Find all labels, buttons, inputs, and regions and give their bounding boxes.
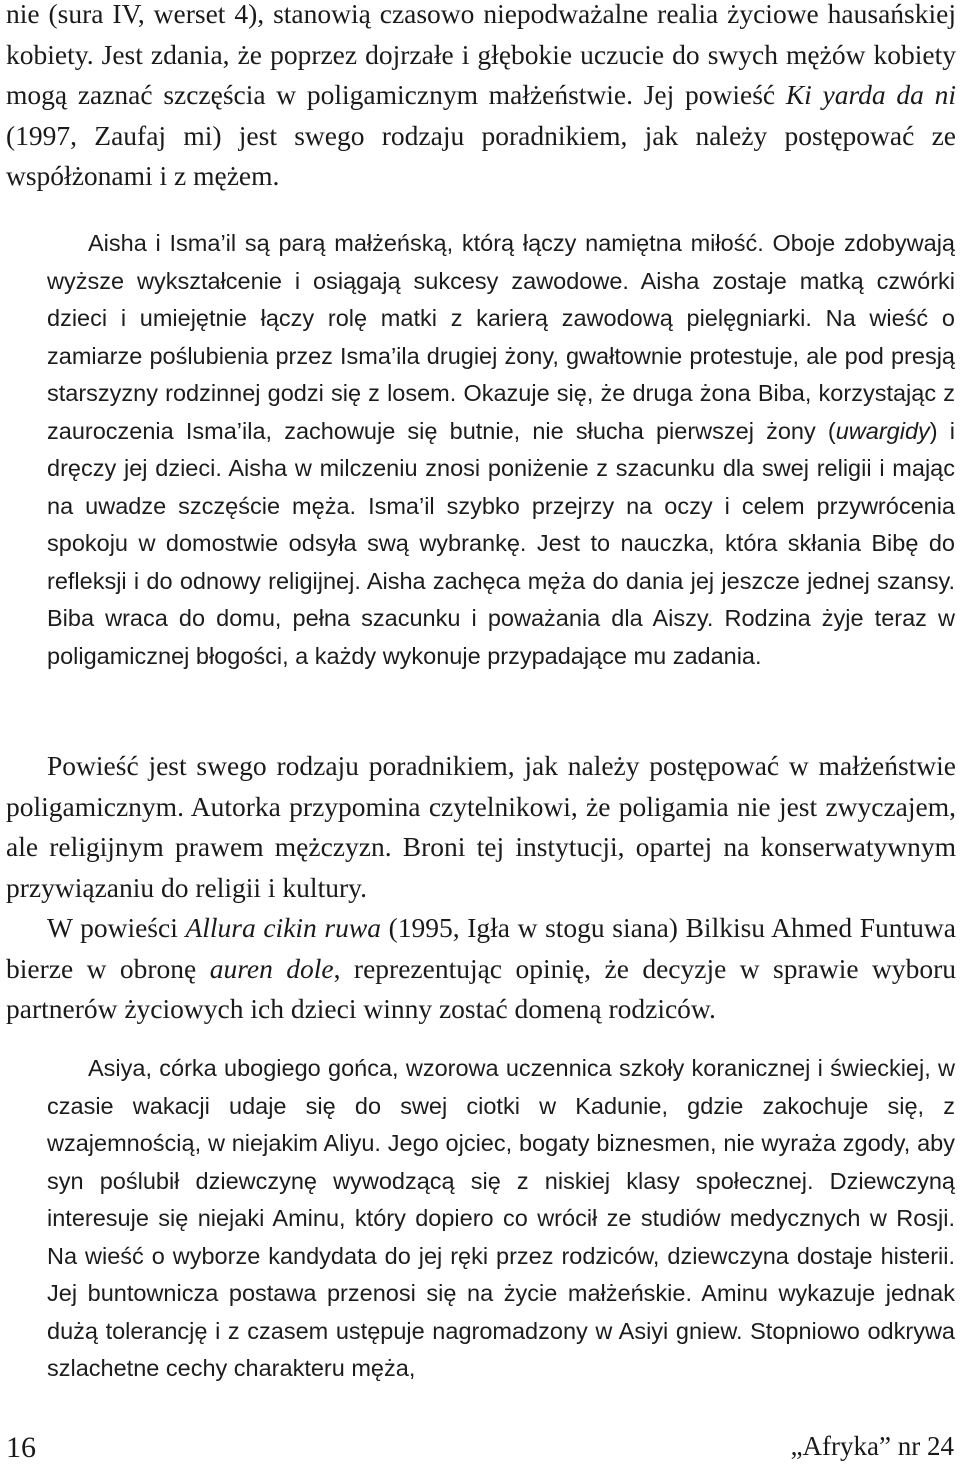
term-auren-dole: auren dole [209,952,334,984]
term-uwargidy: uwargidy [835,417,930,444]
body-p2-text-3: , reprezentując opinię, że decyzje w sprawie wyboru partnerów życiowych ich dzieci winny zostać domeną rodziców. [6,952,957,1024]
intro-paragraph [6,0,956,197]
body-p2-text-2: (1995, Igła w stogu siana) Bilkisu Ahmed Funtuwa bierze w obronę [6,912,956,984]
body-text [6,746,956,1030]
book-title-allura-cikin-ruwa: Allura cikin ruwa [185,912,381,943]
intro-text-2: (1997, Zaufaj mi) jest swego rodzaju poradnikiem, jak należy postępować ze współżonami i z mężem. [6,119,956,191]
journal-footer: „Afryka” nr 24 [790,1431,954,1461]
summary1-text-2: ) i dręczy jej dzieci. Aisha w milczeniu znosi poniżenie z szacunku dla swej religii i mając na uwadze szczęście męża. Isma’il szybko przejrzy na oczy i celem przywrócenia spokoju w domostwie odsyła swą wybrankę. Jest to nauczka, która skłania Bibę do refleksji i do odnowy religijnej. Aisha zachęca męża do dania jej jeszcze jednej szansy. Biba wraca do domu, pełna szacunku i poważania dla Aiszy. Rodzina żyje teraz w poligamicznej błogości, a każdy wykonuje przypadające mu zadania. [47,417,955,669]
page-number: 16 [6,1431,36,1464]
body-p2-text-1: W powieści [47,912,186,943]
plot-summary-2: Asiya, córka ubogiego gońca, wzorowa uczennica szkoły koranicznej i świeckiej, w czasie wakacji udaje się do swej ciotki w Kadunie, gdzie zakochuje się, z wzajemnością, w niejakim Aliyu. Jego ojciec, bogaty biznesmen, nie wyraża zgody, aby syn poślubił dziewczynę wywodzącą się z niskiej klasy społecznej. Dziewczyną interesuje się niejaki Aminu, który dopiero co wrócił ze studiów medycznych w Rosji. Na wieść o wyborze kandydata do jej ręki przez rodziców, dziewczyna dostaje histerii. Jej buntownicza postawa przenosi się na życie małżeńskie. Aminu wykazuje jednak dużą tolerancję i z czasem ustępuje nagromadzony w Asiyi gniew. Stopniowo odkrywa szlachetne cechy charakteru męża, [47,1055,955,1381]
intro-text-1: nie (sura IV, werset 4), stanowią czasowo niepodważalne realia życiowe hausańskiej kobiety. Jest zdania, że poprzez dojrzałe i głębokie uczucie do swych mężów kobiety mogą zaznać szczęścia w poligamicznym małżeństwie. Jej powieść [6,0,956,110]
book-title-ki-yarda-da-ni: Ki yarda da ni [785,79,956,110]
body-paragraph-2 [6,908,956,1030]
summary1-text-1: Aisha i Isma’il są parą małżeńską, którą łączy namiętna miłość. Oboje zdobywają wyższe wykształcenie i osiągają sukcesy zawodowe. Aisha zostaje matką czwórki dzieci i umiejętnie łączy rolę matki z karierą zawodową pielęgniarki. Na wieść o zamiarze poślubienia przez Isma’ila drugiej żony, gwałtownie protestuje, ale pod presją starszyzny rodzinnej godzi się z losem. Okazuje się, że druga żona Biba, korzystając z zauroczenia Isma’ila, zachowuje się butnie, nie słucha pierwszej żony ( [47,230,955,444]
body-paragraph-1: Powieść jest swego rodzaju poradnikiem, jak należy postępować w małżeństwie poligamicznym. Autorka przypomina czytelnikowi, że poligamia nie jest zwyczajem, ale religijnym prawem mężczyzn. Broni tej instytucji, opartej na konserwatywnym przywiązaniu do religii i kultury. [6,750,956,903]
plot-summary-1 [47,225,955,675]
